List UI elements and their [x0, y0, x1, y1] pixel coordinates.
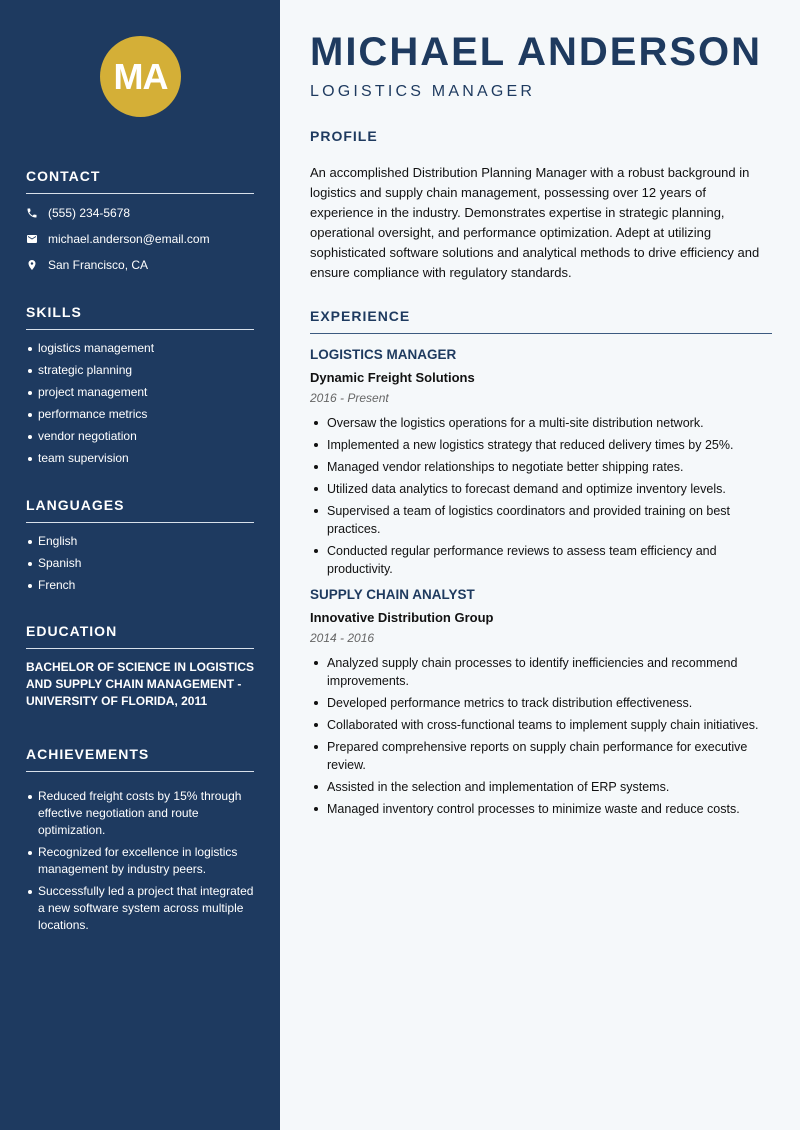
candidate-name: MICHAEL ANDERSON [310, 30, 763, 74]
achievements-heading: ACHIEVEMENTS [26, 746, 150, 762]
skill-item: vendor negotiation [26, 428, 254, 445]
language-item: English [26, 533, 254, 550]
job-bullet: Utilized data analytics to forecast demand and optimize inventory levels. [310, 480, 772, 498]
job-bullet: Analyzed supply chain processes to identify inefficiencies and recommend improvements. [310, 654, 772, 690]
avatar: MA [100, 36, 181, 117]
achievements-section [26, 746, 254, 939]
skill-item: project management [26, 384, 254, 401]
profile-section [310, 128, 772, 283]
job-dates: 2014 - 2016 [310, 631, 375, 645]
phone-icon [26, 207, 38, 219]
achievement-item: Successfully led a project that integrated a new software system across multiple locations. [26, 883, 254, 934]
language-item: French [26, 577, 254, 594]
job-title: LOGISTICS MANAGER [310, 347, 457, 362]
education-section [26, 623, 254, 710]
contact-section [26, 168, 254, 278]
company-name: Innovative Distribution Group [310, 610, 494, 625]
skills-section [26, 304, 254, 472]
languages-heading: LANGUAGES [26, 497, 125, 513]
divider [26, 771, 254, 772]
contact-heading: CONTACT [26, 168, 101, 184]
language-item: Spanish [26, 555, 254, 572]
job-bullet: Prepared comprehensive reports on supply chain performance for executive review. [310, 738, 772, 774]
profile-text: An accomplished Distribution Planning Manager with a robust background in logistics and supply chain management, possessing over 12 years of experience in the industry. Demonstrates expertise in strategic planning, operational oversight, and performance optimization. Adept at utilizing sophisticated software solutions and analytical methods to drive efficiency and ensure compliance with regulatory standards. [310, 165, 760, 280]
job-bullet: Oversaw the logistics operations for a multi-site distribution network. [310, 414, 772, 432]
languages-section [26, 497, 254, 599]
job-dates: 2016 - Present [310, 391, 389, 405]
job-bullet: Conducted regular performance reviews to assess team efficiency and productivity. [310, 542, 772, 578]
skill-item: team supervision [26, 450, 254, 467]
experience-section [310, 308, 772, 822]
profile-heading: PROFILE [310, 128, 378, 144]
sidebar [0, 0, 280, 1130]
divider [26, 329, 254, 330]
job-bullet: Managed inventory control processes to minimize waste and reduce costs. [310, 800, 772, 818]
contact-phone: (555) 234-5678 [26, 200, 254, 226]
education-heading: EDUCATION [26, 623, 118, 639]
skill-item: performance metrics [26, 406, 254, 423]
job-bullet: Collaborated with cross-functional teams to implement supply chain initiatives. [310, 716, 772, 734]
skill-item: logistics management [26, 340, 254, 357]
job-bullet: Managed vendor relationships to negotiate better shipping rates. [310, 458, 772, 476]
experience-heading: EXPERIENCE [310, 308, 411, 324]
email-icon [26, 233, 38, 245]
achievement-item: Recognized for excellence in logistics management by industry peers. [26, 844, 254, 878]
skill-item: strategic planning [26, 362, 254, 379]
contact-email: michael.anderson@email.com [26, 226, 254, 252]
divider [26, 522, 254, 523]
location-pin-icon [26, 259, 38, 271]
job-bullet: Assisted in the selection and implementation of ERP systems. [310, 778, 772, 796]
job-entry [310, 346, 772, 578]
job-title: SUPPLY CHAIN ANALYST [310, 587, 475, 602]
job-bullet: Developed performance metrics to track distribution effectiveness. [310, 694, 772, 712]
education-degree: BACHELOR OF SCIENCE IN LOGISTICS AND SUPPLY CHAIN MANAGEMENT - UNIVERSITY OF FLORIDA, 2011 [26, 660, 255, 708]
job-bullet: Supervised a team of logistics coordinators and provided training on best practices. [310, 502, 772, 538]
contact-location: San Francisco, CA [26, 252, 254, 278]
company-name: Dynamic Freight Solutions [310, 370, 475, 385]
divider [26, 193, 254, 194]
divider [26, 648, 254, 649]
candidate-title: LOGISTICS MANAGER [310, 83, 536, 100]
divider [310, 333, 772, 334]
skills-heading: SKILLS [26, 304, 82, 320]
job-bullet: Implemented a new logistics strategy that reduced delivery times by 25%. [310, 436, 772, 454]
achievement-item: Reduced freight costs by 15% through effective negotiation and route optimization. [26, 788, 254, 839]
job-entry [310, 586, 772, 818]
